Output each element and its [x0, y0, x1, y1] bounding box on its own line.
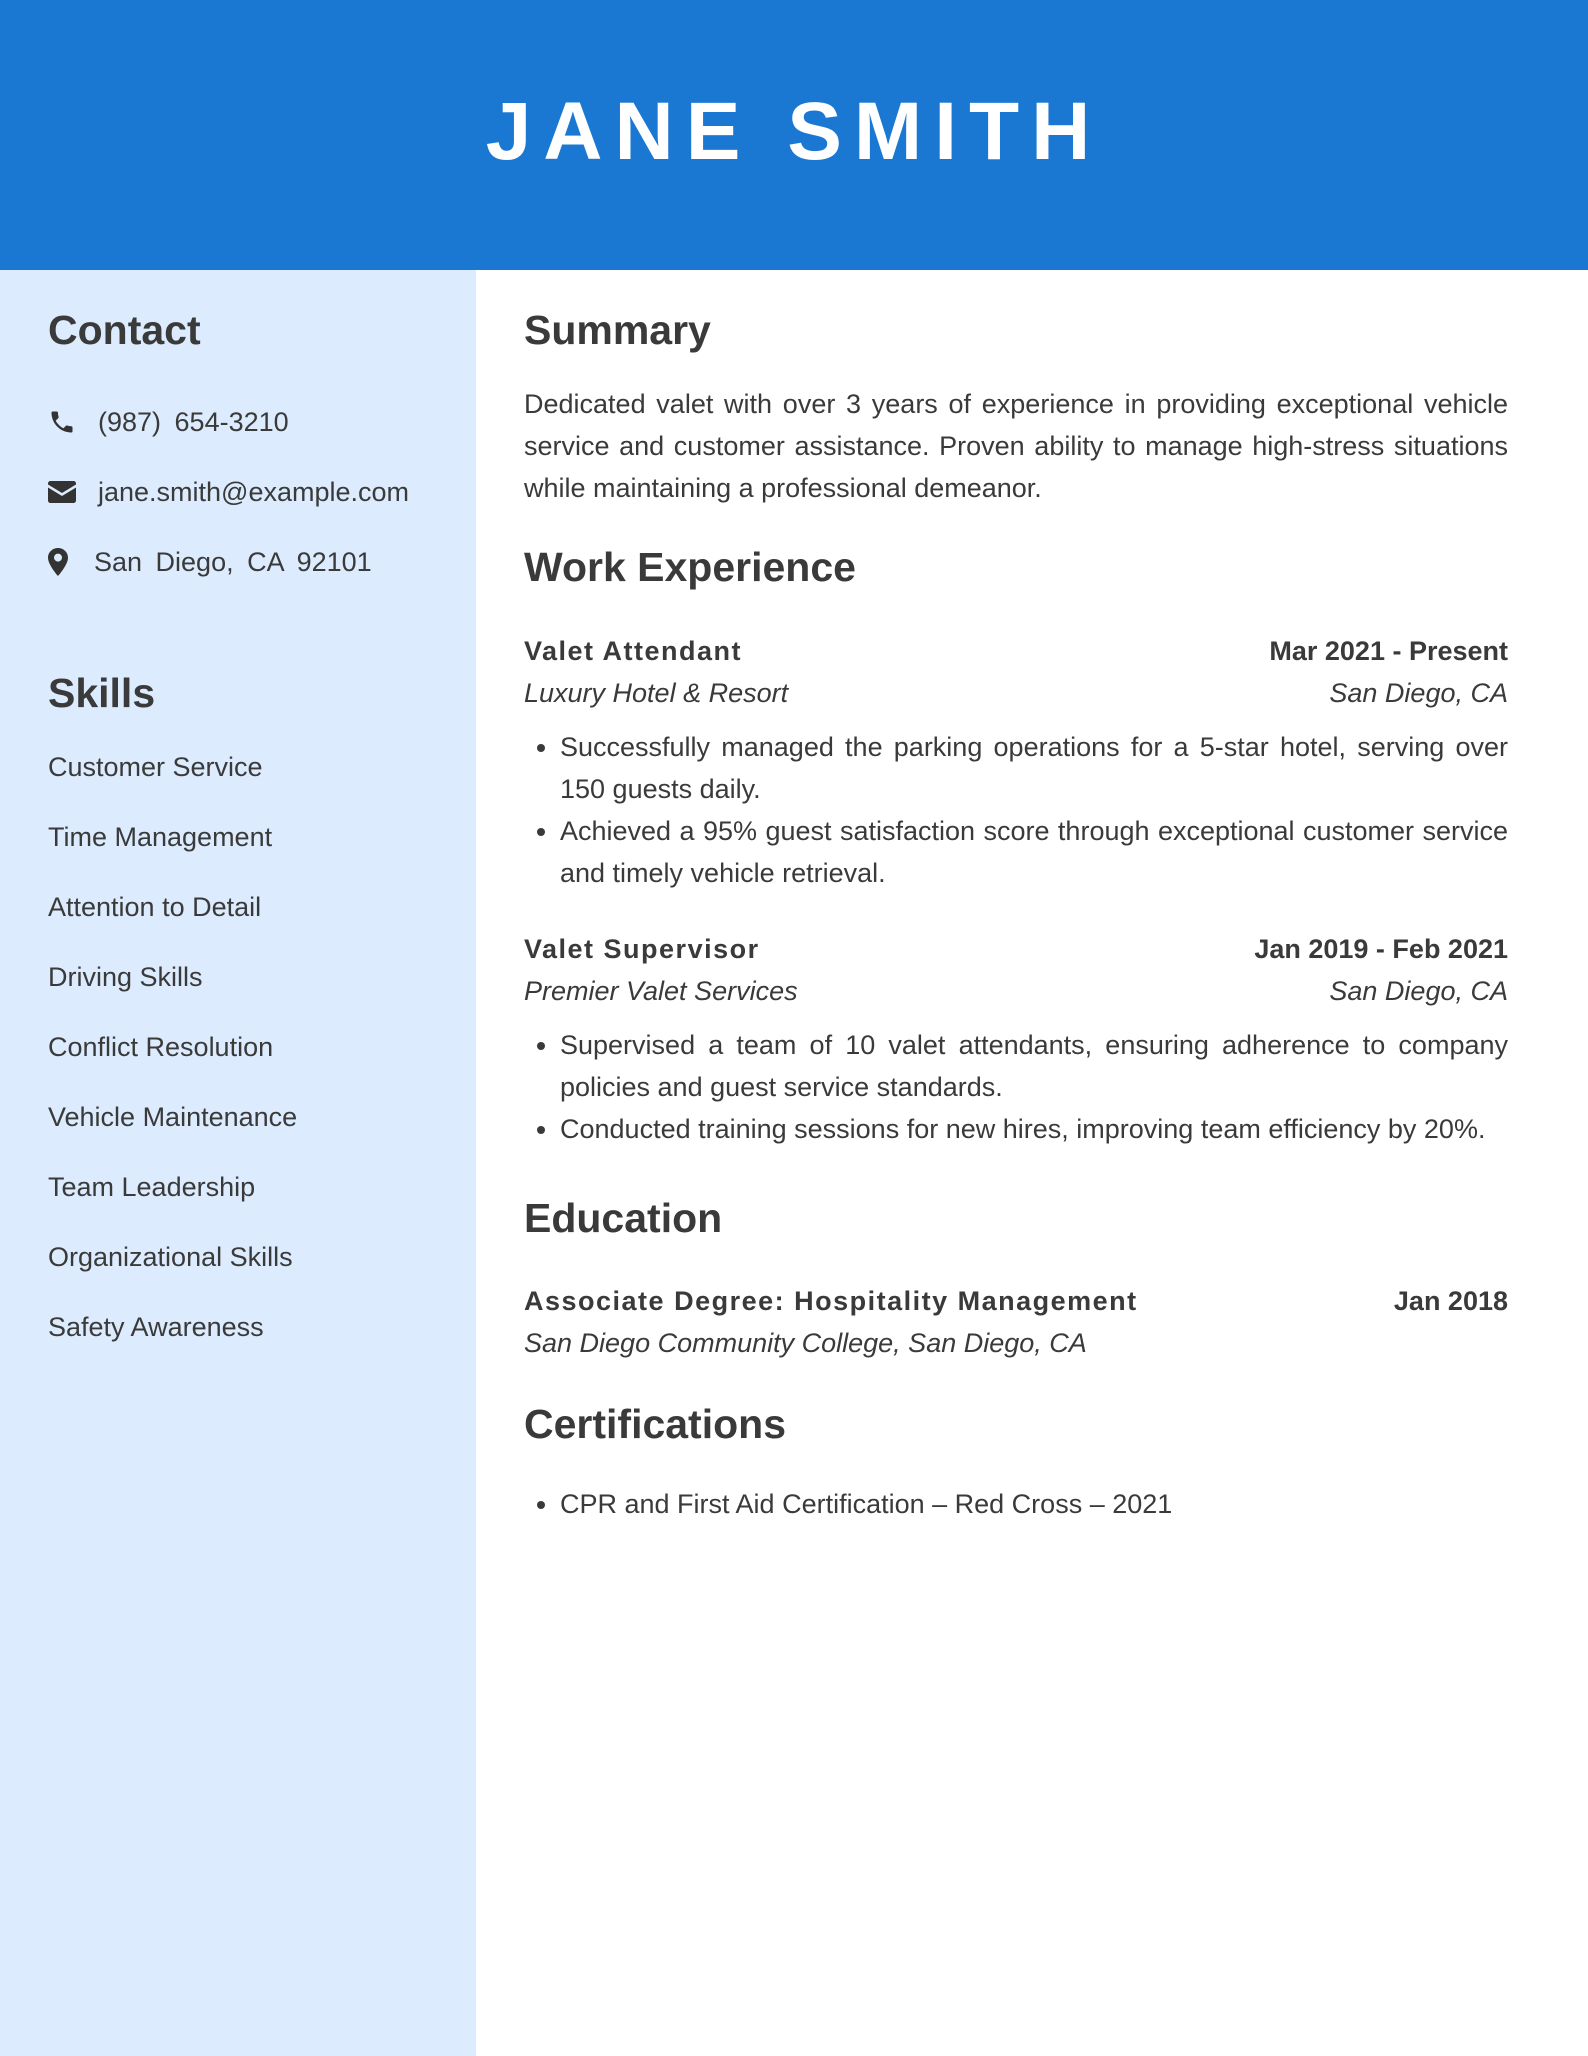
map-pin-icon — [48, 547, 76, 577]
summary-text: Dedicated valet with over 3 years of experience in providing exceptional vehicle service and customer assistance. Proven ability to manage high-stress situations while maintaining a professional demeanor. — [524, 389, 1508, 504]
degree-date: Jan 2018 — [1393, 1285, 1508, 1316]
phone-icon — [48, 407, 82, 437]
email-address: jane.smith@example.com — [98, 476, 410, 507]
contact-phone — [48, 387, 428, 457]
contact-location — [48, 527, 428, 597]
skills-heading: Skills — [48, 670, 156, 717]
skills-list — [48, 748, 428, 1378]
main-content — [524, 270, 1508, 1525]
job-entry — [524, 928, 1508, 1150]
job-title: Valet Attendant — [524, 636, 743, 667]
skill-item: Attention to Detail — [48, 892, 262, 923]
job-title: Valet Supervisor — [524, 934, 760, 965]
job-location: San Diego, CA — [1329, 976, 1508, 1007]
skill-item: Customer Service — [48, 752, 263, 783]
skill-item: Time Management — [48, 822, 273, 853]
skill-item: Driving Skills — [48, 962, 203, 993]
job-company: Luxury Hotel & Resort — [524, 678, 789, 709]
job-location: San Diego, CA — [1329, 678, 1508, 709]
phone-number: (987) 654-3210 — [98, 406, 289, 437]
certifications-list — [524, 1483, 1508, 1525]
job-bullet: • Successfully managed the parking operations for a 5-star hotel, serving over 150 guests daily. — [560, 726, 1508, 810]
candidate-name: JANE SMITH — [485, 86, 1103, 177]
skill-item: Safety Awareness — [48, 1312, 264, 1343]
job-entry — [524, 630, 1508, 894]
job-bullet: • Supervised a team of 10 valet attendants, ensuring adherence to company policies and guest service standards. — [560, 1024, 1508, 1108]
job-bullet: • Achieved a 95% guest satisfaction score through exceptional customer service and timely vehicle retrieval. — [560, 810, 1508, 894]
contact-heading: Contact — [48, 307, 201, 353]
education-heading: Education — [524, 1195, 723, 1242]
certifications-heading: Certifications — [524, 1400, 786, 1447]
contact-list — [48, 387, 428, 597]
job-bullets — [524, 726, 1508, 894]
degree-title: Associate Degree: Hospitality Management — [524, 1285, 1138, 1316]
skill-item: Organizational Skills — [48, 1242, 293, 1273]
resume-header — [0, 0, 1588, 270]
skill-item: Team Leadership — [48, 1172, 256, 1203]
sidebar — [0, 270, 476, 2056]
skill-item: Vehicle Maintenance — [48, 1102, 298, 1133]
contact-email — [48, 457, 428, 527]
job-dates: Jan 2019 - Feb 2021 — [1254, 934, 1508, 965]
school-name: San Diego Community College, San Diego, CA — [524, 1327, 1087, 1358]
summary-heading: Summary — [524, 307, 711, 353]
location-text: San Diego, CA 92101 — [94, 546, 372, 577]
job-bullet: • Conducted training sessions for new hires, improving team efficiency by 20%. — [560, 1108, 1508, 1150]
certification-item: • CPR and First Aid Certification – Red Cross – 2021 — [560, 1483, 1508, 1525]
work-experience-heading: Work Experience — [524, 544, 856, 591]
skill-item: Conflict Resolution — [48, 1032, 274, 1063]
job-dates: Mar 2021 - Present — [1269, 636, 1508, 667]
envelope-icon — [48, 477, 82, 507]
job-company: Premier Valet Services — [524, 976, 798, 1007]
education-entry — [524, 1280, 1508, 1364]
job-bullets — [524, 1024, 1508, 1150]
